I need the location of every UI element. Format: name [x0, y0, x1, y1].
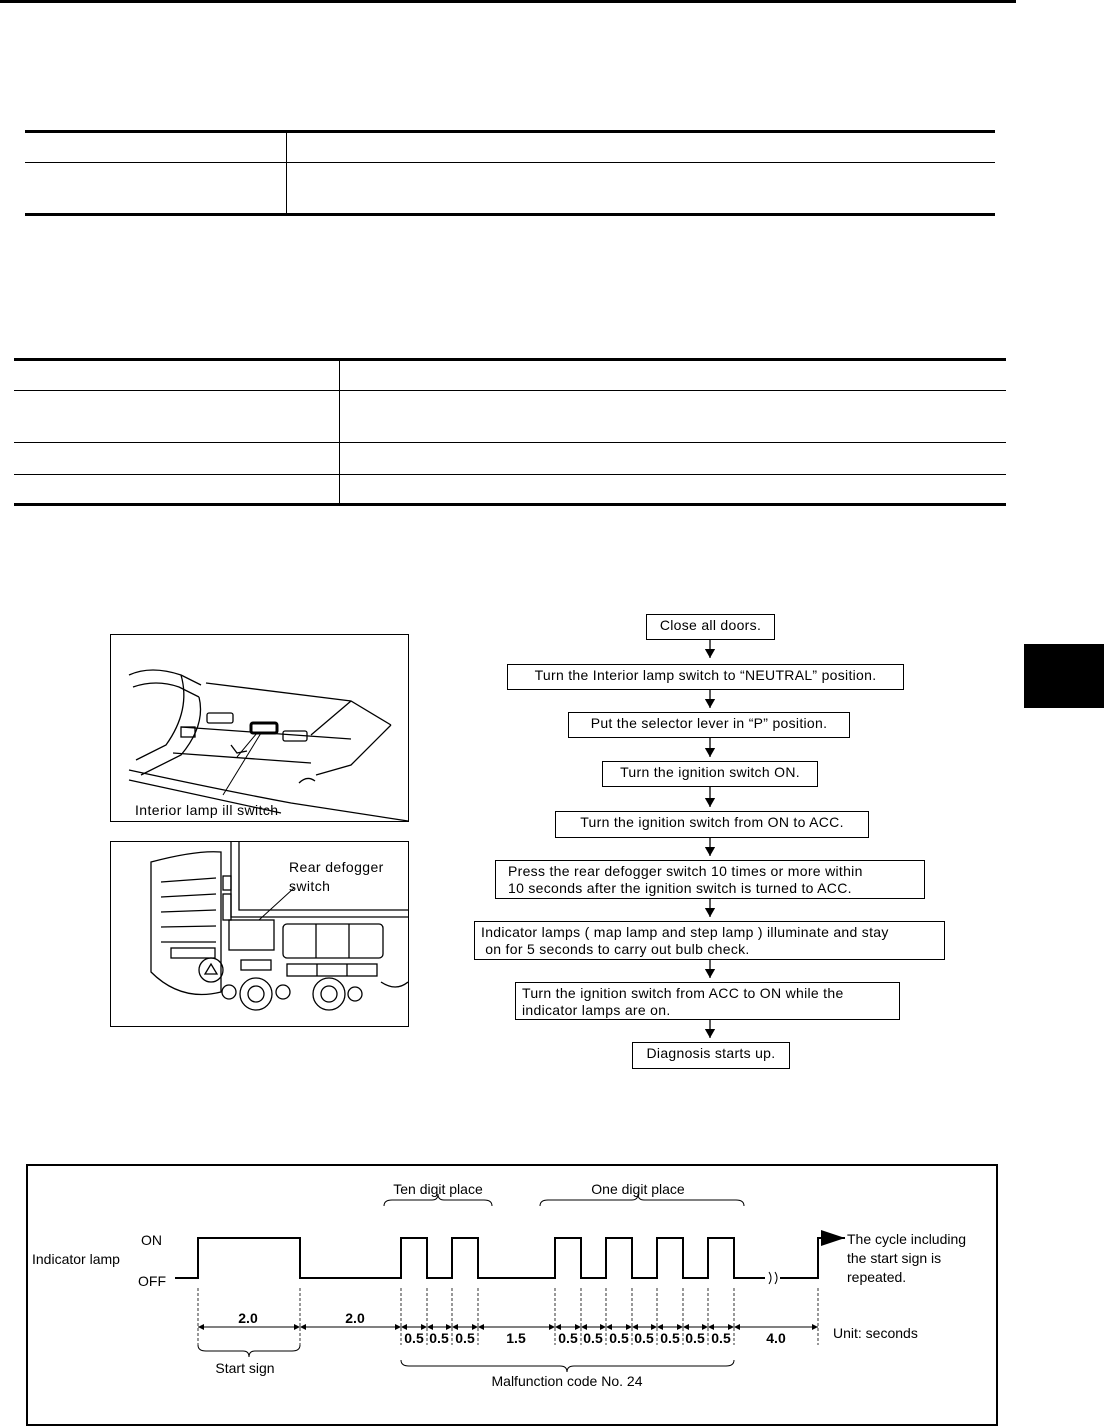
- start-sign-label: Start sign: [215, 1360, 275, 1376]
- duration-one-3: 0.5: [609, 1330, 629, 1346]
- malfunction-code-label: Malfunction code No. 24: [491, 1373, 643, 1389]
- duration-ten-3: 0.5: [455, 1330, 475, 1346]
- duration-ten-2: 0.5: [429, 1330, 449, 1346]
- start-sign-brace: [198, 1345, 300, 1357]
- duration-one-5: 0.5: [660, 1330, 680, 1346]
- flow-step-2: Turn the Interior lamp switch to “NEUTRAL” position.: [507, 664, 904, 690]
- duration-end-gap: 4.0: [766, 1330, 786, 1346]
- cycle-note-3: repeated.: [847, 1269, 907, 1285]
- flow-step-5: Turn the ignition switch from ON to ACC.: [555, 811, 869, 838]
- duration-one-2: 0.5: [583, 1330, 603, 1346]
- flow-step-6: Press the rear defogger switch 10 times or more within 10 seconds after the ignition switch is turned to ACC.: [495, 860, 925, 899]
- flow-step-9: Diagnosis starts up.: [632, 1042, 790, 1069]
- duration-one-7: 0.5: [711, 1330, 731, 1346]
- duration-one-1: 0.5: [558, 1330, 578, 1346]
- duration-digit-gap: 1.5: [506, 1330, 526, 1346]
- flow-step-4: Turn the ignition switch ON.: [602, 761, 818, 787]
- malfunction-brace: [401, 1360, 734, 1372]
- unit-label: Unit: seconds: [833, 1325, 918, 1341]
- signal-restart: [780, 1238, 845, 1278]
- flow-step-3: Put the selector lever in “P” position.: [568, 712, 850, 738]
- indicator-lamp-label: Indicator lamp: [32, 1251, 120, 1267]
- off-label: OFF: [138, 1273, 166, 1289]
- flow-step-7: Indicator lamps ( map lamp and step lamp ) illuminate and stay on for 5 seconds to carry out bulb check.: [474, 921, 945, 960]
- rear-defogger-label-1: Rear defogger: [289, 859, 384, 875]
- interior-lamp-label: Interior lamp ill switch: [135, 802, 279, 818]
- cycle-note-1: The cycle including: [847, 1231, 967, 1247]
- duration-gap-after-start: 2.0: [345, 1310, 365, 1326]
- duration-ten-1: 0.5: [404, 1330, 424, 1346]
- one-digit-label: One digit place: [591, 1181, 685, 1197]
- flow-step-8: Turn the ignition switch from ACC to ON while the indicator lamps are on.: [515, 982, 900, 1020]
- on-label: ON: [141, 1232, 162, 1248]
- rear-defogger-label-2: switch: [289, 878, 331, 894]
- flow-step-1: Close all doors.: [646, 614, 775, 640]
- duration-one-4: 0.5: [634, 1330, 654, 1346]
- ten-digit-label: Ten digit place: [393, 1181, 483, 1197]
- signal-waveform: [175, 1238, 765, 1278]
- cycle-note-2: the start sign is: [847, 1250, 942, 1266]
- break-mark: [769, 1272, 777, 1284]
- duration-one-6: 0.5: [685, 1330, 705, 1346]
- duration-start-on: 2.0: [238, 1310, 258, 1326]
